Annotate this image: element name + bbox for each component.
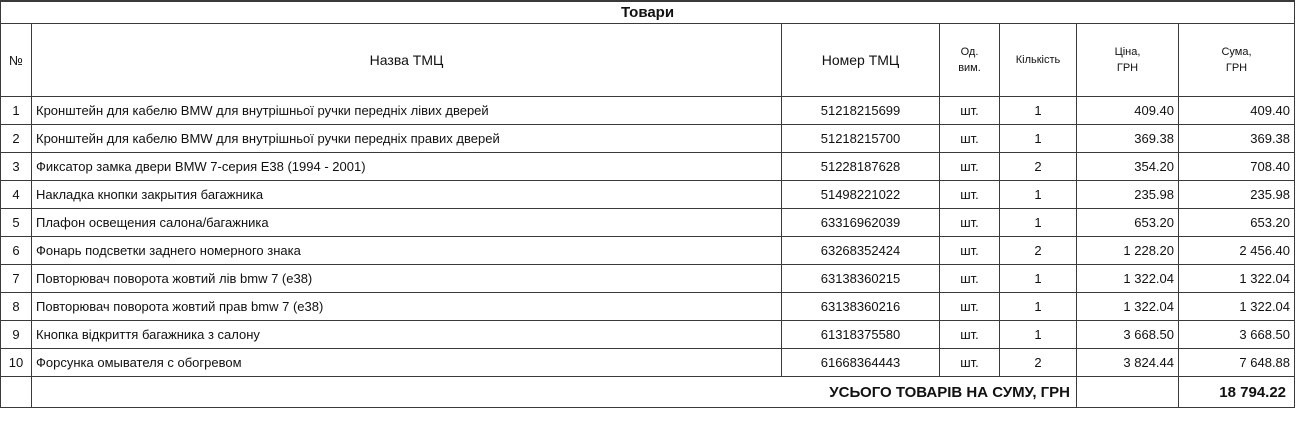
cell-price: 1 228.20 <box>1077 237 1179 265</box>
table-header-row <box>1 24 1295 97</box>
cell-code: 61318375580 <box>782 321 940 349</box>
table-body <box>1 97 1295 377</box>
header-unit-line1: Од. <box>960 46 979 58</box>
total-empty-cell <box>1077 377 1179 408</box>
cell-name: Повторювач поворота жовтий прав bmw 7 (e38) <box>32 293 782 321</box>
header-name: Назва ТМЦ <box>32 24 782 97</box>
table-row <box>1 97 1295 125</box>
cell-sum: 3 668.50 <box>1179 321 1295 349</box>
cell-qty: 1 <box>1000 125 1077 153</box>
cell-unit: шт. <box>940 265 1000 293</box>
cell-price: 3 824.44 <box>1077 349 1179 377</box>
cell-unit: шт. <box>940 181 1000 209</box>
cell-index: 3 <box>1 153 32 181</box>
table-row <box>1 209 1295 237</box>
cell-unit: шт. <box>940 293 1000 321</box>
header-unit-line2: вим. <box>958 62 981 74</box>
cell-sum: 409.40 <box>1179 97 1295 125</box>
table-row <box>1 153 1295 181</box>
cell-index: 6 <box>1 237 32 265</box>
cell-qty: 1 <box>1000 265 1077 293</box>
header-sum-line2: ГРН <box>1225 62 1248 74</box>
table-row <box>1 321 1295 349</box>
cell-price: 409.40 <box>1077 97 1179 125</box>
cell-code: 51218215699 <box>782 97 940 125</box>
cell-index: 2 <box>1 125 32 153</box>
cell-unit: шт. <box>940 125 1000 153</box>
cell-sum: 708.40 <box>1179 153 1295 181</box>
cell-sum: 653.20 <box>1179 209 1295 237</box>
cell-qty: 1 <box>1000 321 1077 349</box>
cell-sum: 7 648.88 <box>1179 349 1295 377</box>
cell-unit: шт. <box>940 153 1000 181</box>
cell-sum: 1 322.04 <box>1179 293 1295 321</box>
cell-unit: шт. <box>940 321 1000 349</box>
cell-name: Кронштейн для кабелю BMW для внутрішньої ручки передніх правих дверей <box>32 125 782 153</box>
header-price <box>1077 24 1179 97</box>
cell-unit: шт. <box>940 209 1000 237</box>
cell-code: 63268352424 <box>782 237 940 265</box>
header-sum-line1: Сума, <box>1221 46 1252 58</box>
cell-price: 1 322.04 <box>1077 293 1179 321</box>
total-spacer <box>1 377 32 408</box>
header-price-line2: ГРН <box>1116 62 1139 74</box>
cell-name: Кнопка відкриття багажника з салону <box>32 321 782 349</box>
cell-unit: шт. <box>940 97 1000 125</box>
cell-index: 1 <box>1 97 32 125</box>
header-unit <box>940 24 1000 97</box>
cell-unit: шт. <box>940 349 1000 377</box>
cell-code: 61668364443 <box>782 349 940 377</box>
total-value: 18 794.22 <box>1179 377 1295 408</box>
table-row <box>1 349 1295 377</box>
cell-index: 9 <box>1 321 32 349</box>
cell-sum: 235.98 <box>1179 181 1295 209</box>
cell-price: 235.98 <box>1077 181 1179 209</box>
cell-index: 7 <box>1 265 32 293</box>
cell-code: 51498221022 <box>782 181 940 209</box>
cell-price: 653.20 <box>1077 209 1179 237</box>
total-row <box>1 377 1295 408</box>
cell-index: 8 <box>1 293 32 321</box>
cell-unit: шт. <box>940 237 1000 265</box>
cell-sum: 2 456.40 <box>1179 237 1295 265</box>
cell-code: 63138360215 <box>782 265 940 293</box>
cell-qty: 2 <box>1000 349 1077 377</box>
cell-qty: 2 <box>1000 237 1077 265</box>
cell-price: 354.20 <box>1077 153 1179 181</box>
cell-name: Кронштейн для кабелю BMW для внутрішньої ручки передніх лівих дверей <box>32 97 782 125</box>
table-title: Товари <box>1 1 1295 24</box>
cell-qty: 2 <box>1000 153 1077 181</box>
cell-index: 4 <box>1 181 32 209</box>
header-qty: Кількість <box>1000 24 1077 97</box>
cell-name: Повторювач поворота жовтий лів bmw 7 (e38) <box>32 265 782 293</box>
cell-sum: 1 322.04 <box>1179 265 1295 293</box>
cell-qty: 1 <box>1000 181 1077 209</box>
cell-name: Фонарь подсветки заднего номерного знака <box>32 237 782 265</box>
header-price-line1: Ціна, <box>1114 46 1141 58</box>
cell-qty: 1 <box>1000 97 1077 125</box>
total-label: УСЬОГО ТОВАРІВ НА СУМУ, ГРН <box>32 377 1077 408</box>
cell-sum: 369.38 <box>1179 125 1295 153</box>
cell-price: 3 668.50 <box>1077 321 1179 349</box>
table-row <box>1 125 1295 153</box>
table-title-row <box>1 1 1295 24</box>
cell-index: 10 <box>1 349 32 377</box>
cell-index: 5 <box>1 209 32 237</box>
cell-code: 63316962039 <box>782 209 940 237</box>
cell-price: 1 322.04 <box>1077 265 1179 293</box>
header-sum <box>1179 24 1295 97</box>
cell-price: 369.38 <box>1077 125 1179 153</box>
table-row <box>1 237 1295 265</box>
cell-name: Плафон освещения салона/багажника <box>32 209 782 237</box>
table-row <box>1 181 1295 209</box>
header-index: № <box>1 24 32 97</box>
table-row <box>1 293 1295 321</box>
table-row <box>1 265 1295 293</box>
cell-qty: 1 <box>1000 293 1077 321</box>
header-code: Номер ТМЦ <box>782 24 940 97</box>
cell-name: Фиксатор замка двери BMW 7-серия E38 (1994 - 2001) <box>32 153 782 181</box>
cell-code: 51218215700 <box>782 125 940 153</box>
cell-name: Форсунка омывателя с обогревом <box>32 349 782 377</box>
cell-code: 51228187628 <box>782 153 940 181</box>
cell-qty: 1 <box>1000 209 1077 237</box>
cell-name: Накладка кнопки закрытия багажника <box>32 181 782 209</box>
cell-code: 63138360216 <box>782 293 940 321</box>
